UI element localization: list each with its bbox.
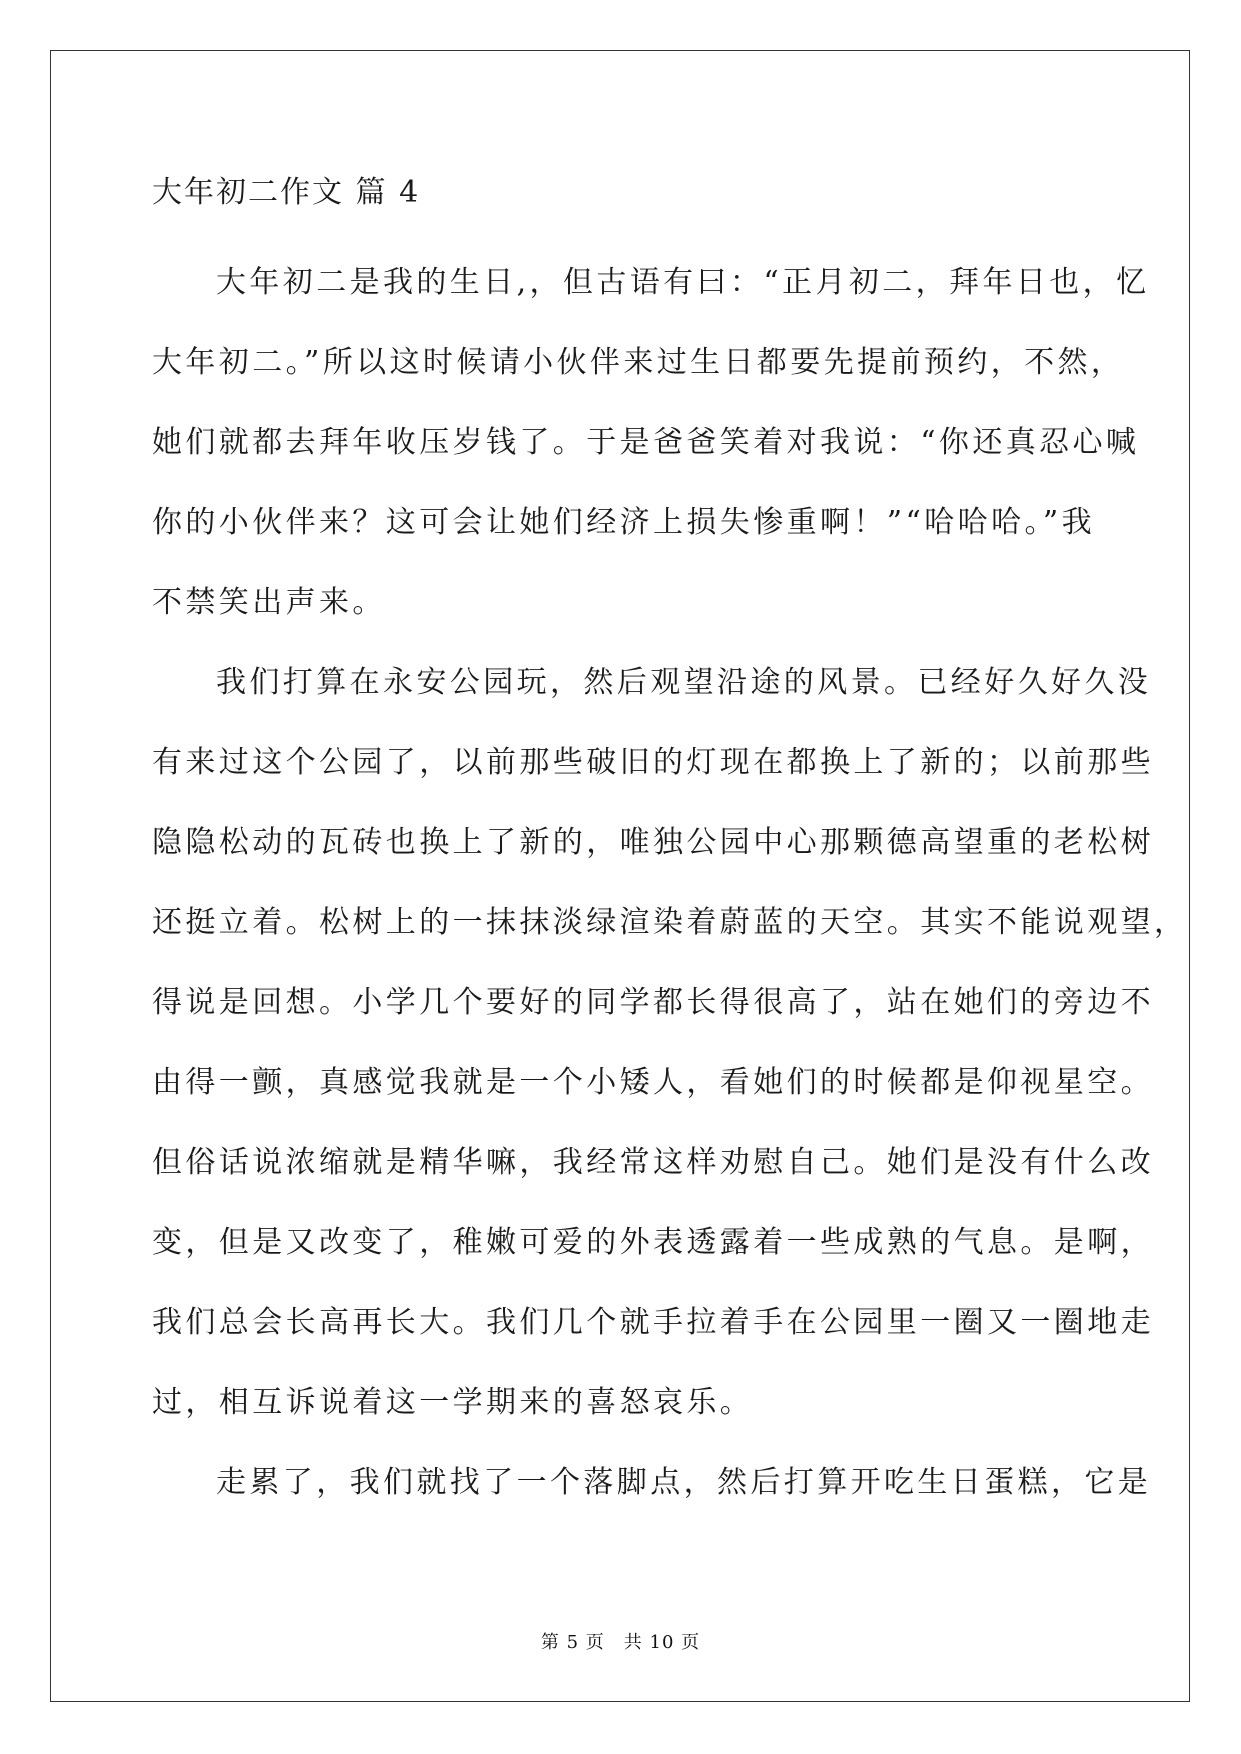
text-line: 有来过这个公园了，以前那些破旧的灯现在都换上了新的；以前那些 — [152, 745, 1154, 780]
text-line: 还挺立着。松树上的一抹抹淡绿渲染着蔚蓝的天空。其实不能说观望， — [152, 905, 1188, 940]
text-line: 我们总会长高再长大。我们几个就手拉着手在公园里一圈又一圈地走 — [152, 1305, 1154, 1340]
text-line: 我们打算在永安公园玩，然后观望沿途的风景。已经好久好久没 — [216, 665, 1152, 700]
text-line: 不禁笑出声来。 — [152, 585, 386, 620]
text-line: 她们就都去拜年收压岁钱了。于是爸爸笑着对我说：“你还真忍心喊 — [152, 425, 1140, 460]
text-line: 走累了，我们就找了一个落脚点，然后打算开吃生日蛋糕，它是 — [216, 1465, 1152, 1500]
text-line: 但俗话说浓缩就是精华嘛，我经常这样劝慰自己。她们是没有什么改 — [152, 1145, 1154, 1180]
text-line: 由得一颤，真感觉我就是一个小矮人，看她们的时候都是仰视星空。 — [152, 1065, 1154, 1100]
page-footer — [0, 1628, 1241, 1654]
paragraph-3 — [152, 1443, 1152, 1523]
page-number: 第 5 页 共 10 页 — [540, 1632, 701, 1653]
text-line: 大年初二。”所以这时候请小伙伴来过生日都要先提前预约，不然， — [152, 345, 1125, 380]
text-line: 你的小伙伴来？这可会让她们经济上损失惨重啊！”“哈哈哈。”我 — [152, 505, 1096, 540]
text-line: 大年初二是我的生日,，但古语有曰：“正月初二，拜年日也，忆 — [216, 265, 1150, 300]
paragraph-1 — [152, 243, 1150, 643]
document-title: 大年初二作文 篇 4 — [152, 175, 421, 210]
text-line: 隐隐松动的瓦砖也换上了新的，唯独公园中心那颗德高望重的老松树 — [152, 825, 1154, 860]
text-line: 过，相互诉说着这一学期来的喜怒哀乐。 — [152, 1385, 754, 1420]
text-line: 得说是回想。小学几个要好的同学都长得很高了，站在她们的旁边不 — [152, 985, 1154, 1020]
text-line: 变，但是又改变了，稚嫩可爱的外表透露着一些成熟的气息。是啊， — [152, 1225, 1154, 1260]
paragraph-2 — [152, 643, 1188, 1443]
document-body — [152, 165, 1188, 1523]
